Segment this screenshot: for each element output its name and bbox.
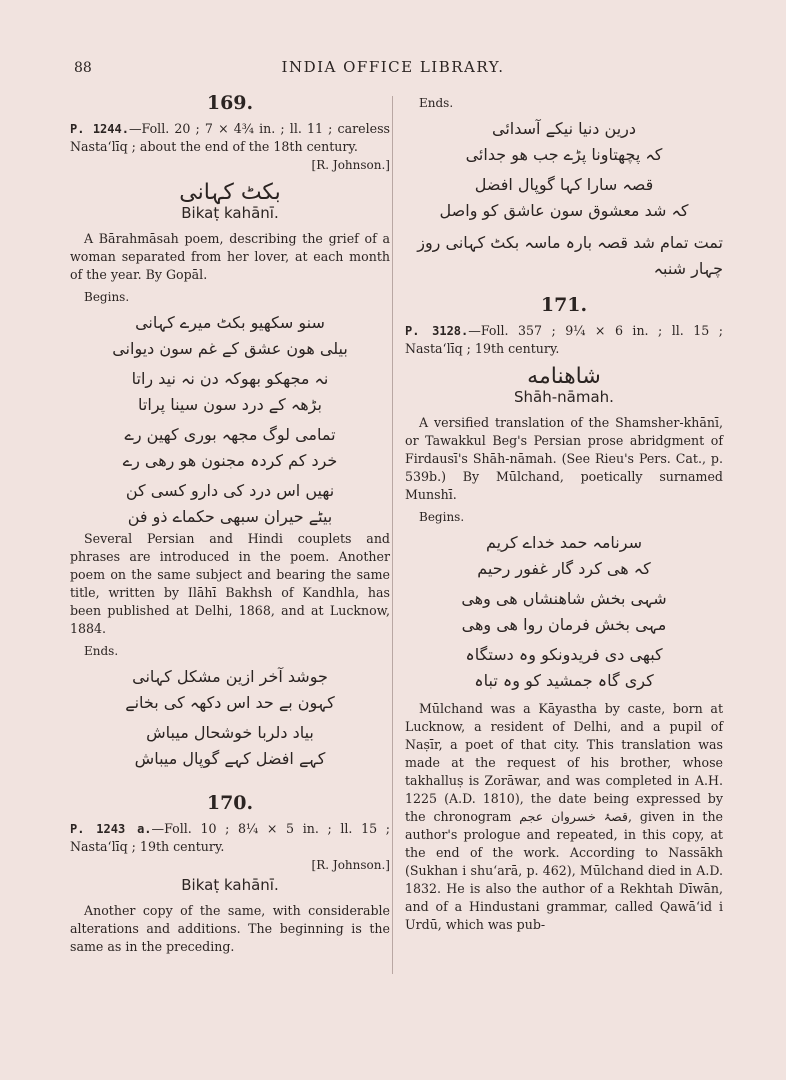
verse-line: جوشد آخر ازین مشکل کہانی xyxy=(132,667,328,686)
verse-line: نہ مجهکو بهوکہ دن نہ نید راتا xyxy=(131,369,329,388)
entry-header xyxy=(405,322,723,358)
entry-header xyxy=(70,120,390,156)
verse-line: کہ شد معشوق سون عاشق کو واصل xyxy=(439,201,689,220)
credit: [R. Johnson.] xyxy=(311,158,390,172)
latin-title: Shāh-nāmah. xyxy=(514,388,614,406)
colophon: تمت تمام شد قصہ بارہ ماسہ بکٹ کہانی روز چہار شنبہ xyxy=(417,233,723,278)
entry-header-text: —Foll. 357 ; 9¼ × 6 in. ; ll. 15 ; Nastaʻlīq ; 19th century. xyxy=(405,323,724,356)
latin-title: Bikaṭ kahānī. xyxy=(181,876,279,894)
verse-line: نهیں اس درد کی دارو کسی کن xyxy=(125,481,335,500)
verse-line: شہی بخش شاهنشاں هی وهی xyxy=(461,589,667,608)
press-mark: P. 3128. xyxy=(405,324,469,338)
entry-header xyxy=(70,820,390,856)
press-mark: P. 1243 a. xyxy=(70,822,152,836)
entry-169 xyxy=(70,94,390,772)
entry-170 xyxy=(70,794,390,956)
begins-verses xyxy=(70,310,390,530)
column-divider xyxy=(392,96,393,974)
entry-description: A Bārahmāsah poem, describing the grief of a woman separated from her lover, at each month of the year. By Gopāl. xyxy=(70,231,390,282)
entry-171 xyxy=(405,296,723,934)
begins-verses xyxy=(405,530,723,694)
verse-line: کہے افضل کہے گوپال میباش xyxy=(134,749,326,768)
verse-line: خرد کم کردہ مجنون هو رهی رے xyxy=(122,451,338,470)
verse-line: بڑهہ کے درد سون سینا پراتا xyxy=(138,395,322,414)
entry-header-text: —Foll. 10 ; 8¼ × 5 in. ; ll. 15 ; Nastaʻlīq ; 19th century. xyxy=(70,821,390,854)
page-header xyxy=(0,58,786,82)
right-column xyxy=(405,94,723,938)
begins-label: Begins. xyxy=(419,510,465,524)
verse-line: تمامی لوگ مجهہ بوری کهین رے xyxy=(124,425,336,444)
press-mark: P. 1244. xyxy=(70,122,129,136)
verse-line: درین دنیا نیکے آسدائی xyxy=(492,119,636,138)
ends-label: Ends. xyxy=(419,96,454,110)
arabic-title: شاهنامه xyxy=(527,364,601,389)
running-title: INDIA OFFICE LIBRARY. xyxy=(281,58,505,76)
verse-line: کری گاہ جمشید کو وہ تباہ xyxy=(474,671,654,690)
entry-header-text: —Foll. 20 ; 7 × 4¾ in. ; ll. 11 ; careless Nastaʻlīq ; about the end of the 18th century. xyxy=(70,121,390,154)
ends-verses xyxy=(70,664,390,772)
verse-line: کبهی دی فریدونکو وہ دستگاہ xyxy=(465,645,663,664)
entry-description: Another copy of the same, with considerable alterations and additions. The beginning is the same as in the preceding. xyxy=(70,903,390,954)
begins-label: Begins. xyxy=(84,290,130,304)
entry-description: A versified translation of the Shamsher-khānī, or Tawakkul Beg's Persian prose abridgment of Firdausī's Shāh-nāmah. (See Rieu's Pers. Cat., p. 539b.) By Mūlchand, poetically surnamed Munshī. xyxy=(405,415,723,502)
entry-number: 170. xyxy=(206,792,254,814)
entry-number: 171. xyxy=(540,294,588,316)
verse-line: قصہ سارا کہا گوپال افضل xyxy=(474,175,654,194)
verse-line: سنو سکهیو بکٹ میرے کہانی xyxy=(135,313,325,332)
entry-note: Several Persian and Hindi couplets and phrases are introduced in the poem. Another poem on the same subject and bearing the same title, written by Ilāhī Bakhsh of Kandhla, has been published at Delhi, 1868, and at Lucknow, 1884. xyxy=(70,531,390,636)
entry-number: 169. xyxy=(206,92,254,114)
latin-title: Bikaṭ kahānī. xyxy=(181,204,279,222)
verse-line: کہون بے حد اس دکهہ کی بخانے xyxy=(125,693,335,712)
left-column xyxy=(70,94,390,960)
ends-verses xyxy=(405,116,723,224)
verse-line: کہ هی کرد گار غفور رحیم xyxy=(477,559,651,578)
verse-line: بیلی هون عشق کے غم سون دیوانی xyxy=(112,339,348,358)
page-number: 88 xyxy=(74,60,92,76)
verse-line: کہ پچهتاونا پڑے جب هو جدائی xyxy=(465,145,663,164)
verse-line: بیٹے حیران سبهی حکماے ذو فن xyxy=(127,507,333,526)
entry-body: Mūlchand was a Kāyastha by caste, born at Lucknow, a resident of Delhi, and a pupil of Naṣīr, a poet of that city. This translation was made at the request of his brother, whose takhalluṣ is Zorāwar, and was completed in A.H. 1225 (A.D. 1810), the date being expressed by the chronogram قصۂ خسروان عجم, given in the author's prologue and repeated, in this copy, at the end of the work. According to Nassākh (Sukhan i shuʻarā, p. 462), Mūlchand died in A.D. 1832. He is also the author of a Rekhtah Dīwān, and of a Hindustani grammar, called Qawāʻid i Urdū, which was pub- xyxy=(405,701,724,932)
arabic-title: بکٹ کہانی xyxy=(179,180,281,205)
verse-line: مہی بخش فرمان روا هی وهی xyxy=(461,615,667,634)
verse-line: سرنامہ حمد خداے کریم xyxy=(486,533,642,552)
credit: [R. Johnson.] xyxy=(311,858,390,872)
verse-line: بیاد دلربا خوشحال میباش xyxy=(146,723,314,742)
ends-label: Ends. xyxy=(84,644,119,658)
